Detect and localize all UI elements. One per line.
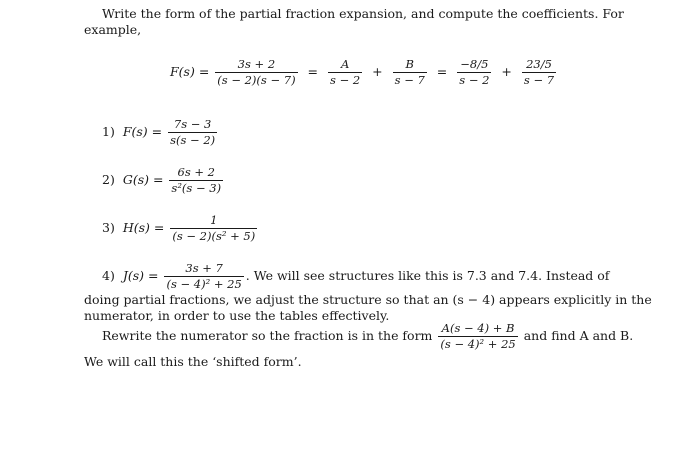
problem-3-numerator: 1 [210,213,218,227]
example-fraction-5 [522,58,556,87]
problem-2-denominator: s²(s − 3) [171,181,222,196]
intro-line-1: Write the form of the partial fraction expansion, and compute the coefficients. For [102,6,624,21]
shifted-form-denominator: (s − 4)² + 25 [440,337,516,352]
problem-1-numerator: 7s − 3 [173,117,212,131]
example-fraction-2-numerator: A [340,57,350,71]
paragraph-line-3: numerator, in order to use the tables effectively. [84,308,390,323]
example-equation [170,58,558,87]
problem-1-lhs: F(s) = [122,124,163,140]
problem-3-denominator: (s − 2)(s² + 5) [172,229,256,244]
example-fraction-3 [393,58,427,87]
rewrite-text-after: and find A and B. [523,328,634,344]
problem-4-numerator: 3s + 7 [185,261,223,275]
problem-4-label: 4) [102,268,115,284]
rewrite-text-before: Rewrite the numerator so the fraction is in the form [102,328,433,344]
example-fraction-3-numerator: B [405,57,414,71]
problem-4-lhs: J(s) = [122,268,159,284]
example-fraction-4 [457,58,491,87]
example-fraction-4-denominator: s − 2 [459,73,490,88]
example-plus-1: + [372,64,383,80]
example-fraction-5-numerator: 23/5 [526,57,552,71]
example-lhs: F(s) = [170,64,210,80]
problem-3-lhs: H(s) = [122,220,165,236]
problem-3 [102,214,259,243]
problem-2-numerator: 6s + 2 [177,165,215,179]
shifted-form-numerator: A(s − 4) + B [441,321,515,335]
example-fraction-3-denominator: s − 7 [394,73,425,88]
shifted-form-fraction [438,322,517,351]
problem-2-lhs: G(s) = [122,172,164,188]
problem-4-fraction [164,262,243,291]
problem-4 [102,262,609,291]
closing-line: We will call this the ‘shifted form’. [84,354,302,369]
problem-4-denominator: (s − 4)² + 25 [166,277,242,292]
problem-3-label: 3) [102,220,115,236]
example-plus-2: + [501,64,512,80]
paragraph-line-2: doing partial fractions, we adjust the structure so that an (s − 4) appears explicitly in the [84,292,652,307]
example-fraction-1-denominator: (s − 2)(s − 7) [217,73,296,88]
example-fraction-2 [328,58,362,87]
problem-2-fraction [169,166,223,195]
problem-1-denominator: s(s − 2) [170,133,216,148]
example-fraction-5-denominator: s − 7 [523,73,555,88]
example-equals-1: = [307,64,319,80]
problem-3-fraction [170,214,257,243]
problem-1-label: 1) [102,124,115,140]
rewrite-line [102,322,633,351]
problem-2 [102,166,225,195]
example-equals-2: = [436,64,448,80]
problem-2-label: 2) [102,172,115,188]
example-fraction-4-numerator: −8/5 [460,57,489,71]
intro-line-2: example, [84,22,142,37]
example-fraction-1-numerator: 3s + 2 [237,57,276,71]
example-fraction-1 [215,58,297,87]
problem-1 [102,118,219,147]
example-fraction-2-denominator: s − 2 [330,73,361,88]
problem-1-fraction [168,118,217,147]
problem-4-text: . We will see structures like this is 7.3 and 7.4. Instead of [245,268,610,284]
